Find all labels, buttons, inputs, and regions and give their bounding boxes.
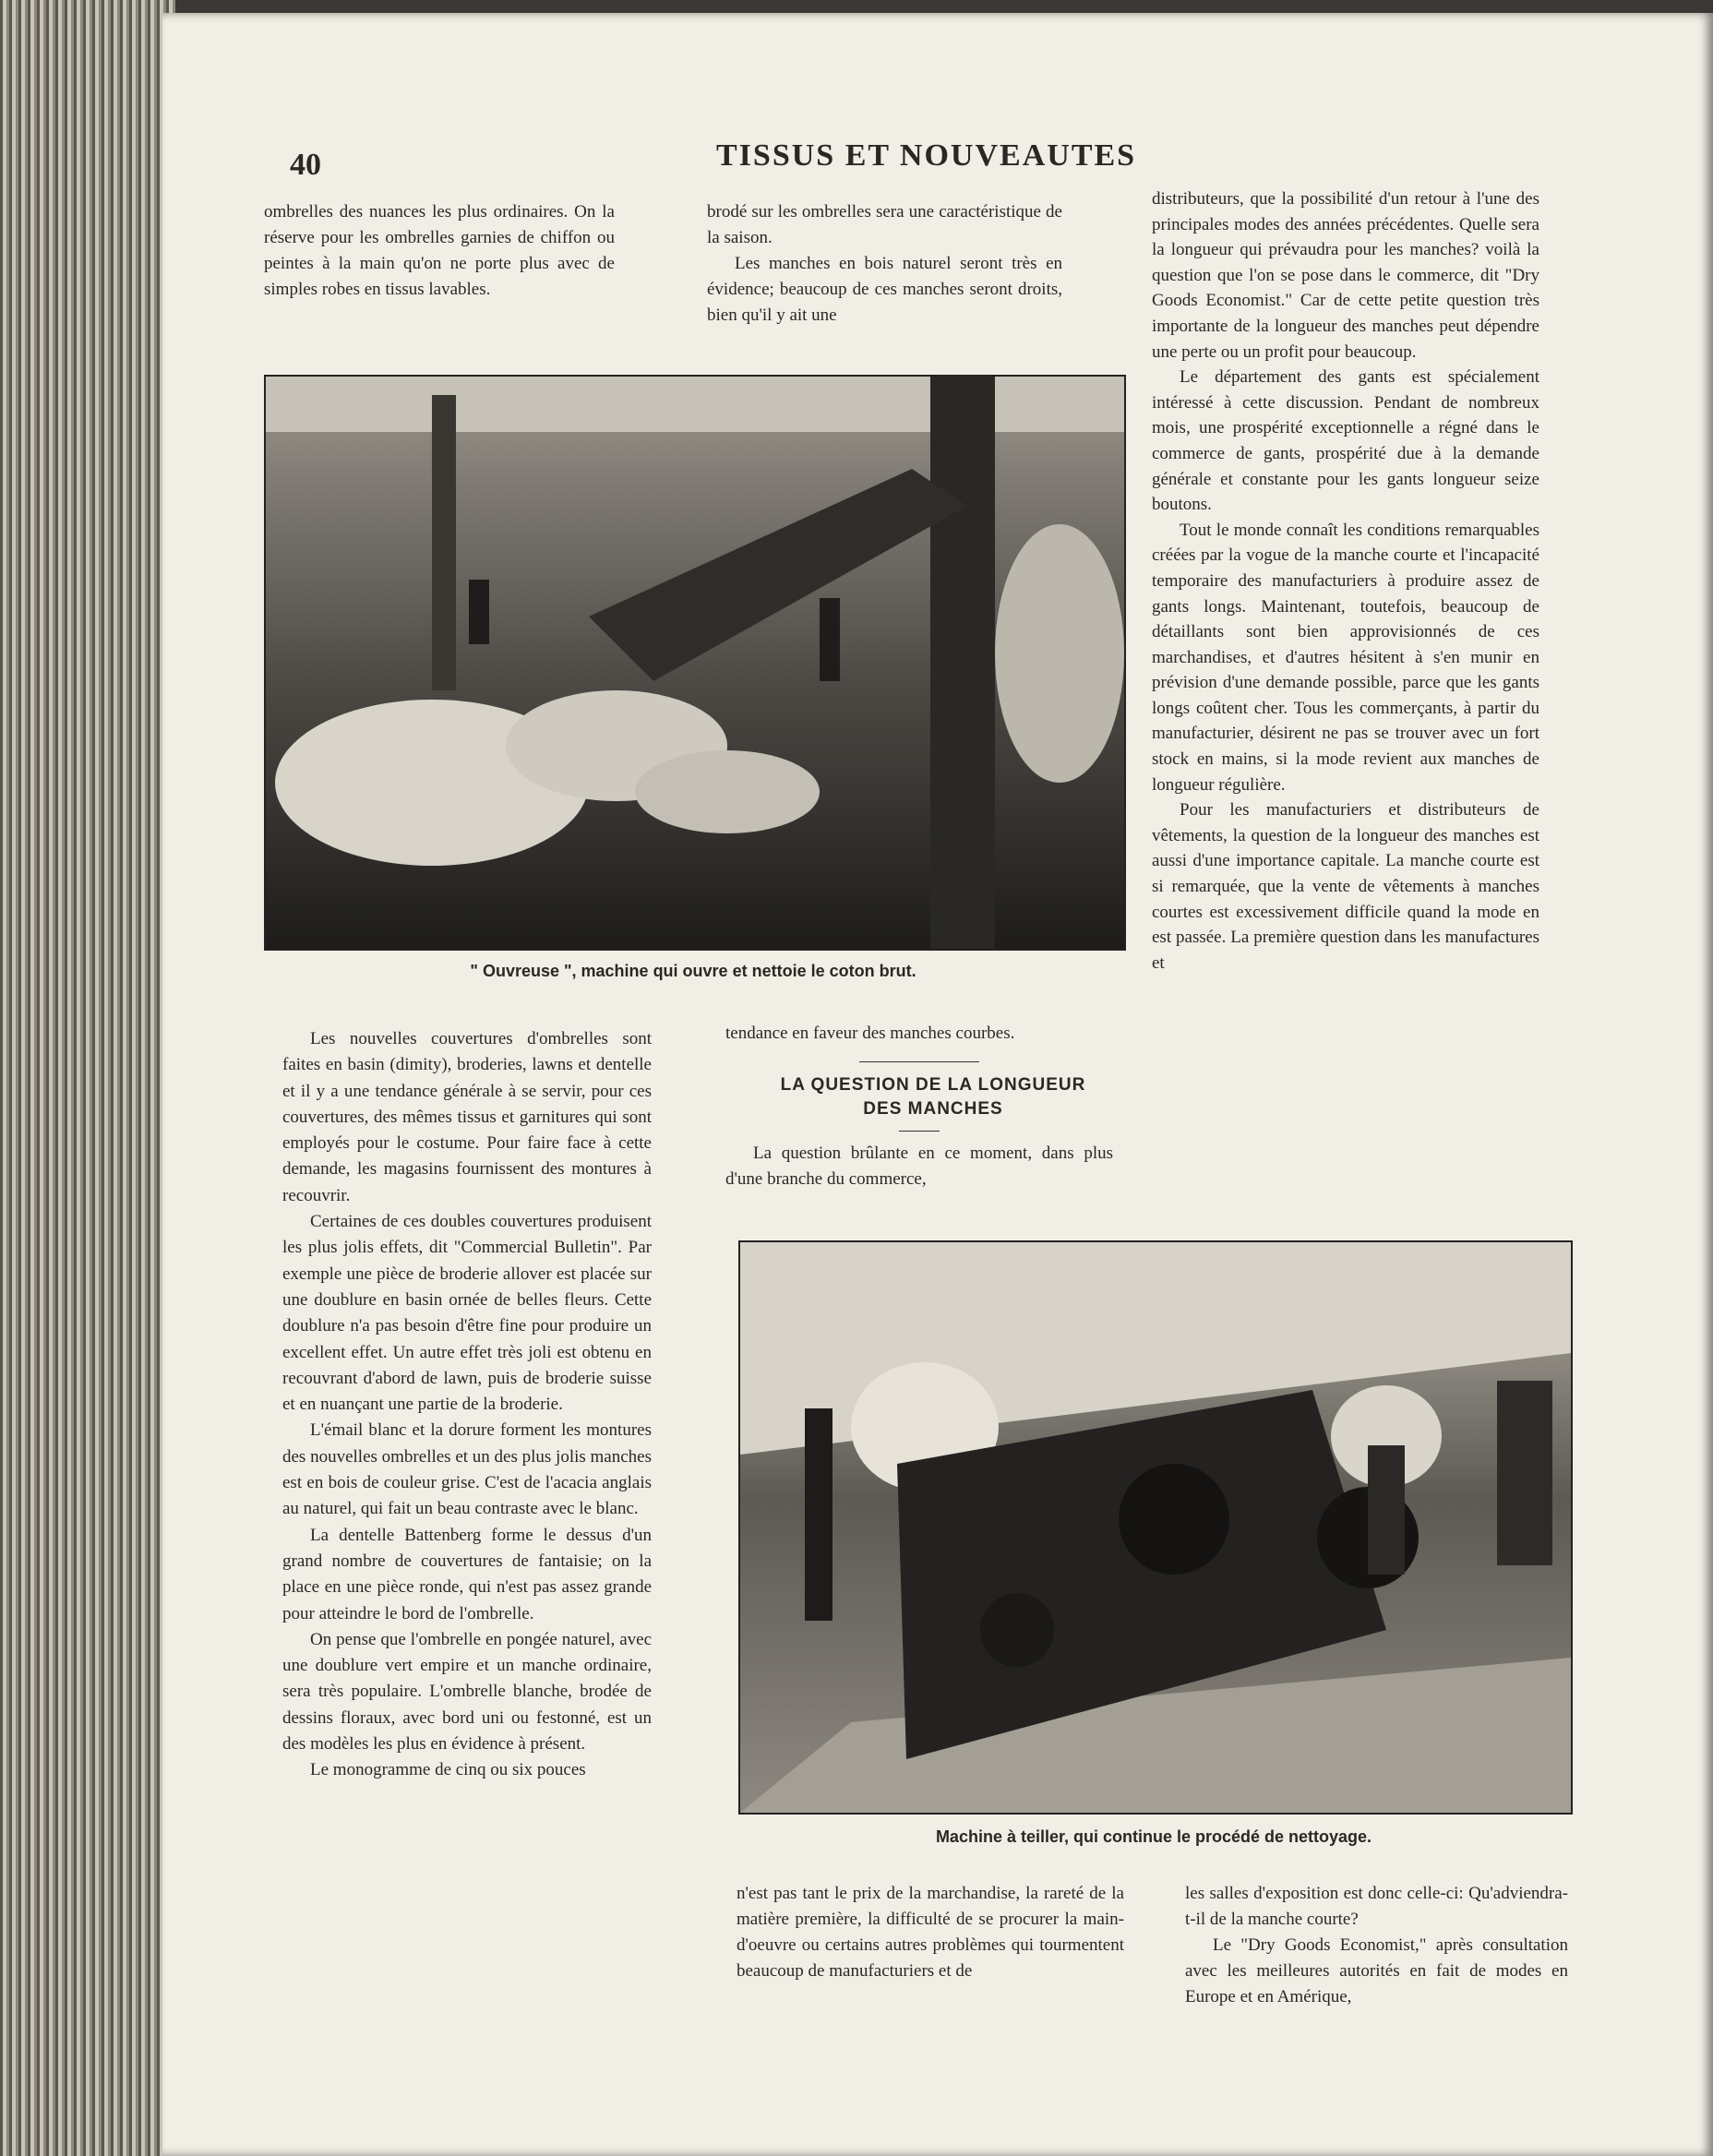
- middle-column: [725, 1021, 1113, 1192]
- right-column: [1152, 186, 1539, 976]
- top-column-2: [707, 199, 1062, 329]
- paragraph: Certaines de ces doubles couvertures produisent les plus jolis effets, dit "Commercial Bulletin". Par exemple une pièce de broderie allover est placée sur une doublure en basin ornée de belles fleurs. Cette doublure n'a pas besoin d'être fine pour produire un excellent effet. Un autre effet très joli est obtenu en recouvrant d'abord de lawn, puis de broderie suisse et en nuançant une partie de la broderie.: [282, 1212, 652, 1415]
- paragraph: les salles d'exposition est donc celle-ci: Qu'adviendra-t-il de la manche courte?: [1185, 1884, 1568, 1929]
- paragraph: brodé sur les ombrelles sera une caractéristique de la saison.: [707, 202, 1062, 247]
- paragraph: Les nouvelles couvertures d'ombrelles sont faites en basin (dimity), broderies, lawns et dentelle et il y a une tendance générale à se servir, pour ces couvertures, des mêmes tissus et garnitures qui sont employés pour le costume. Pour faire face à cette demande, les magasins fournissent des montures à recouvrir.: [282, 1029, 652, 1205]
- book-page-edges: [0, 0, 175, 2156]
- paragraph: L'émail blanc et la dorure forment les montures des nouvelles ombrelles et un des plus jolis manches est en bois de couleur grise. C'est de l'acacia anglais au naturel, qui fait un beau contraste avec le blanc.: [282, 1420, 652, 1519]
- paragraph: Tout le monde connaît les conditions remarquables créées par la vogue de la manche courte et l'incapacité temporaire des manufacturiers à produire assez de gants longs. Maintenant, toutefois, beaucoup de détaillants sont bien approvisionnés de ces marchandises, et d'autres hésitent à s'en munir en prévision d'une demande possible, parce que les gants longs coûtent cher. Tous les commerçants, à partir du manufacturier, désirent ne pas se trouver avec un fort stock en mains, si la mode revient aux manches de longueur régulière.: [1152, 520, 1539, 795]
- top-column-1: [264, 199, 615, 303]
- divider: [859, 1061, 979, 1062]
- page-number: 40: [290, 148, 321, 182]
- paragraph: Les manches en bois naturel seront très en évidence; beaucoup de ces manches seront droits, bien qu'il y ait une: [707, 254, 1062, 325]
- left-column: [282, 1026, 652, 1784]
- divider: [899, 1131, 940, 1132]
- running-title: TISSUS ET NOUVEAUTES: [716, 138, 1137, 173]
- paragraph: Le "Dry Goods Economist," après consultation avec les meilleures autorités en fait de modes en Europe et en Amérique,: [1185, 1935, 1568, 2006]
- paragraph: On pense que l'ombrelle en pongée naturel, avec une doublure vert empire et un manche ordinaire, sera très populaire. L'ombrelle blanche, brodée de dessins floraux, avec bord uni ou festonné, est un des modèles les plus en évidence à présent.: [282, 1629, 652, 1755]
- paragraph: distributeurs, que la possibilité d'un retour à l'une des principales modes des années précédentes. Quelle sera la longueur qui prévaudra pour les manches? voilà la question que l'on se pose dans le commerce, dit "Dry Goods Economist." Car de cette petite question très importante de la longueur des manches peut dépendre une perte ou un profit pour beaucoup.: [1152, 189, 1539, 362]
- paragraph: La dentelle Battenberg forme le dessus d'un grand nombre de couvertures de fantaisie; on la place en une pièce ronde, qui n'est pas assez grande pour atteindre le bord de l'ombrelle.: [282, 1525, 652, 1623]
- machine-photo-illustration: [740, 1242, 1571, 1813]
- paragraph: n'est pas tant le prix de la marchandise, la rareté de la matière première, la difficulté de se procurer la main-d'oeuvre ou certains autres problèmes qui tourmentent beaucoup de manufacturiers et de: [737, 1884, 1124, 1981]
- paragraph: Pour les manufacturiers et distributeurs de vêtements, la question de la longueur des manches est aussi d'une importance capitale. La manche courte est si remarquée, que la vente de vêtements à manches courtes est excessivement difficile quand la mode en est passée. La première question dans les manufactures et: [1152, 800, 1539, 973]
- paragraph: Le département des gants est spécialement intéressé à cette discussion. Pendant de nombreux mois, une prospérité exceptionnelle a régné dans le commerce de gants, prospérité due à la demande générale et constante pour les gants longueur seize boutons.: [1152, 367, 1539, 515]
- magazine-page: [162, 13, 1713, 2156]
- factory-photo-illustration: [266, 377, 1124, 949]
- photo-opener-machine: [264, 375, 1126, 951]
- paragraph: Le monogramme de cinq ou six pouces: [310, 1760, 586, 1780]
- photo-scutcher-machine: [738, 1240, 1573, 1815]
- figure-caption-2: Machine à teiller, qui continue le procédé de nettoyage.: [935, 1827, 1372, 1846]
- bottom-column-3: [1185, 1881, 1568, 2010]
- section-headline: DES MANCHES: [863, 1099, 1003, 1119]
- section-headline: LA QUESTION DE LA LONGUEUR: [780, 1075, 1086, 1095]
- bottom-column-2: [737, 1881, 1124, 1984]
- paragraph: tendance en faveur des manches courbes.: [725, 1024, 1015, 1043]
- paragraph: La question brûlante en ce moment, dans plus d'une branche du commerce,: [725, 1144, 1113, 1189]
- paragraph: ombrelles des nuances les plus ordinaires. On la réserve pour les ombrelles garnies de chiffon ou peintes à la main qu'on ne porte plus avec de simples robes en tissus lavables.: [264, 202, 615, 299]
- figure-caption-1: " Ouvreuse ", machine qui ouvre et nettoie le coton brut.: [470, 962, 916, 980]
